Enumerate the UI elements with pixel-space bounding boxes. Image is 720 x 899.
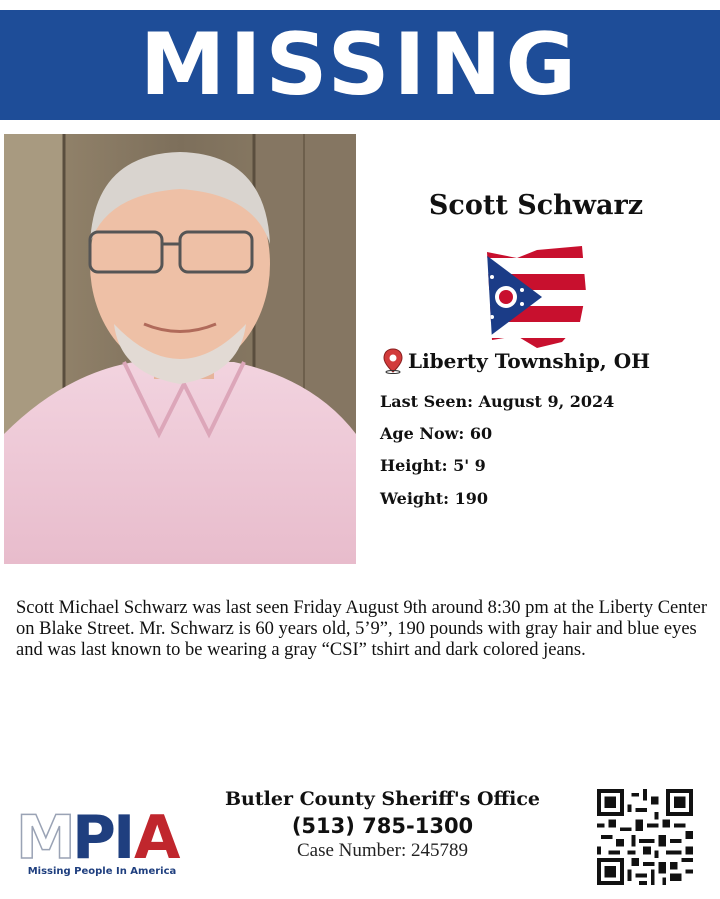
contact-block bbox=[200, 788, 565, 862]
svg-text:I: I bbox=[113, 803, 136, 866]
location-text: Liberty Township, OH bbox=[408, 349, 651, 373]
svg-text:P: P bbox=[72, 803, 116, 866]
logo-tagline: Missing People In America bbox=[27, 866, 177, 877]
agency-name: Butler County Sheriff's Office bbox=[224, 788, 541, 810]
person-photo bbox=[4, 134, 356, 564]
svg-text:A: A bbox=[134, 803, 181, 866]
map-pin-icon bbox=[382, 348, 404, 374]
person-name: Scott Schwarz bbox=[428, 190, 644, 221]
ohio-flag-map-icon bbox=[482, 242, 592, 352]
phone-number: (513) 785-1300 bbox=[291, 814, 474, 838]
last-seen: Last Seen: August 9, 2024 bbox=[380, 392, 615, 411]
age-now: Age Now: 60 bbox=[380, 424, 493, 443]
mpia-logo bbox=[12, 800, 192, 882]
location-line bbox=[382, 348, 650, 374]
case-number: Case Number: 245789 bbox=[297, 840, 468, 861]
mpia-logo-mark bbox=[12, 800, 192, 866]
height: Height: 5' 9 bbox=[380, 456, 486, 475]
weight: Weight: 190 bbox=[380, 489, 489, 508]
banner-title: MISSING bbox=[139, 15, 581, 115]
missing-banner bbox=[0, 10, 720, 120]
qr-code-icon[interactable] bbox=[597, 789, 693, 885]
description-paragraph: Scott Michael Schwarz was last seen Friday August 9th around 8:30 pm at the Liberty Center on Blake Street. Mr. Schwarz is 60 years old, 5’9”, 190 pounds with gray hair and blue eyes and was last known to be wearing a gray “CSI” tshirt and dark colored jeans. bbox=[16, 598, 708, 660]
svg-text:M: M bbox=[16, 803, 76, 866]
